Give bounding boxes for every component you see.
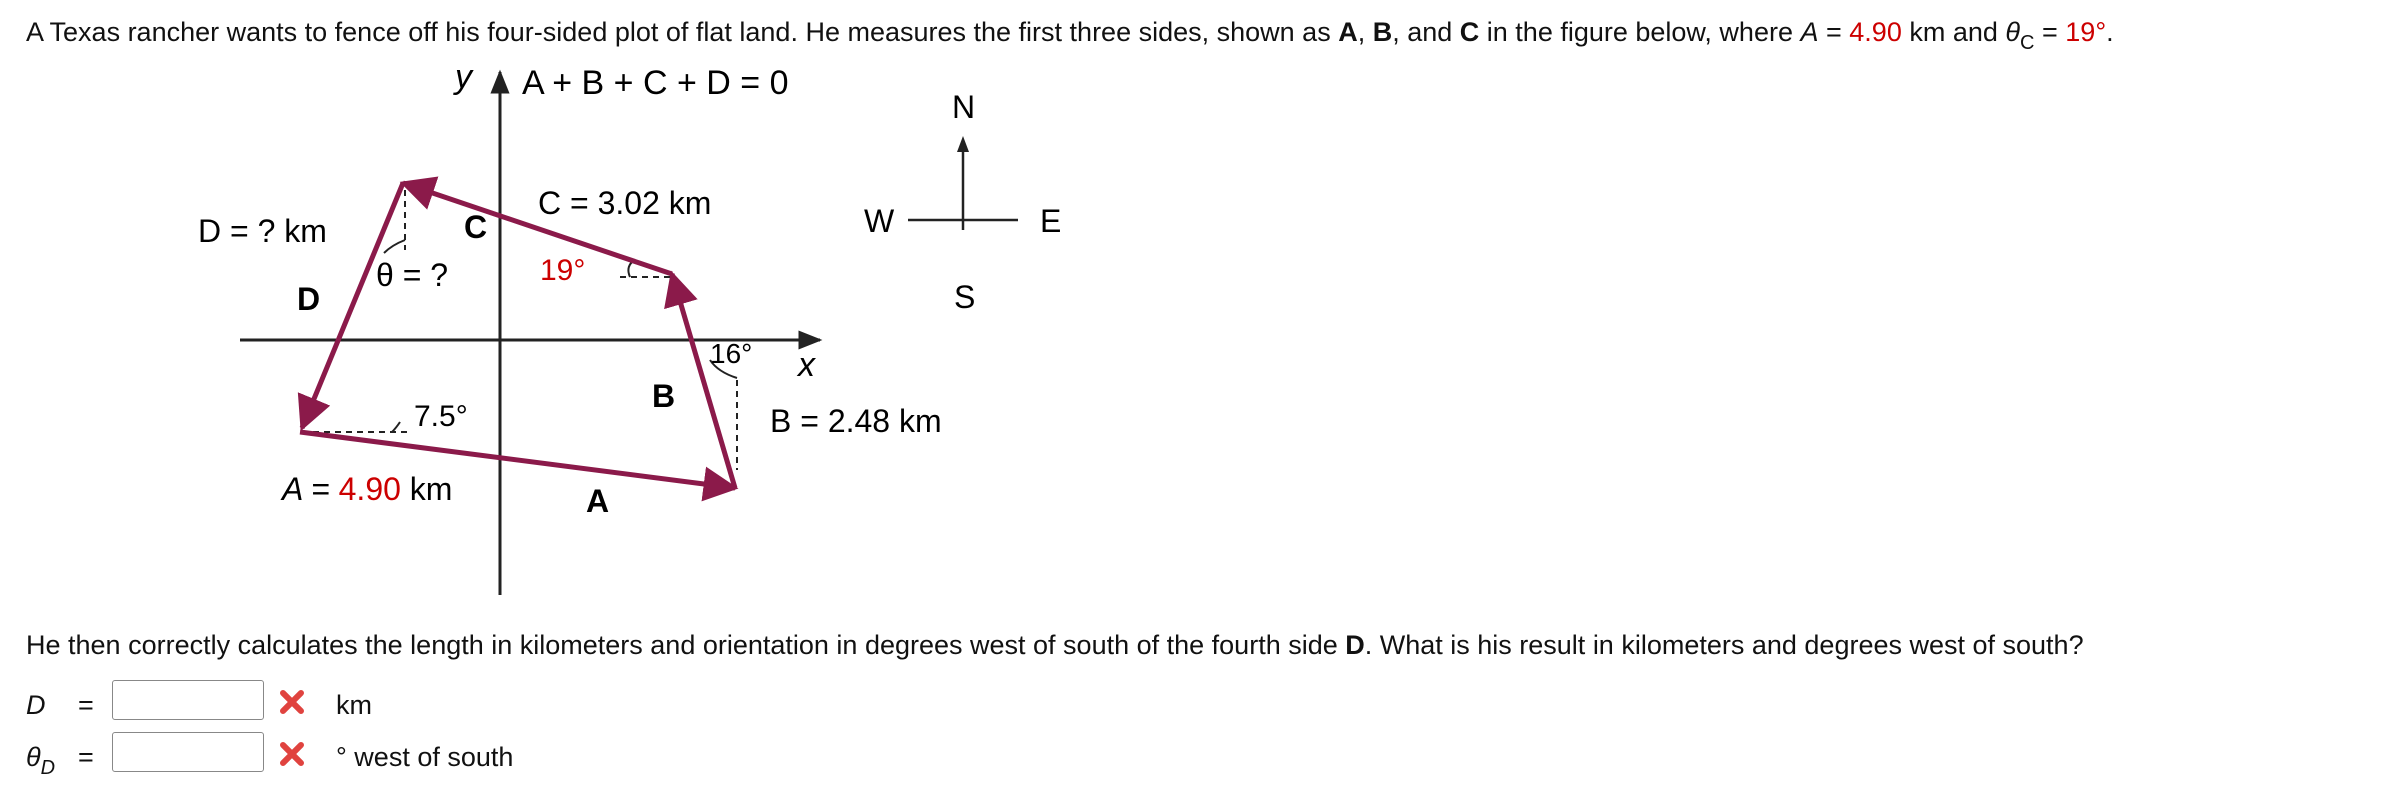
question-text: He then correctly calculates the length in kilometers and orientation in degrees west of south of the fourth side D. What is his result in kilometers and degrees west of south?: [26, 630, 2084, 660]
x-mark-icon: [276, 738, 308, 770]
answer-d-input[interactable]: [112, 680, 264, 720]
angle-19-label: 19°: [540, 254, 586, 287]
c-vector-label: C: [464, 209, 488, 245]
d-magnitude-label: D = ? km: [198, 213, 327, 249]
x-mark-icon: [276, 686, 308, 718]
answer-d-label: D: [26, 690, 46, 720]
problem-statement: A Texas rancher wants to fence off his four-sided plot of flat land. He measures the first three sides, shown as A, B, and C in the figure below, where A = 4.90 km and $\theta_C = 19^\circ$.: [26, 17, 2114, 54]
angle-16-label: 16°: [710, 338, 753, 369]
compass-s: S: [954, 279, 976, 315]
compass-n: N: [952, 89, 976, 125]
vector-b: [672, 274, 735, 488]
b-magnitude-label: B = 2.48 km: [770, 403, 942, 439]
answer-theta-d-equals: =: [78, 742, 94, 772]
theta-d-arc: [384, 240, 405, 253]
vector-figure: [0, 60, 1100, 605]
b-vector-label: B: [652, 378, 676, 414]
answer-theta-d-label: $\theta_D$: [26, 742, 56, 779]
north-arrow-icon: [957, 136, 969, 152]
answer-d-equals: =: [78, 690, 94, 720]
angle-75-label: 7.5°: [414, 400, 468, 433]
a-vector-label: A: [586, 483, 610, 519]
compass-rose: [864, 89, 1061, 315]
compass-w: W: [864, 203, 895, 239]
d-vector-label: D: [297, 281, 321, 317]
angle-75-arc: [392, 422, 400, 432]
angle-19-arc: [628, 262, 632, 277]
answer-theta-d-input[interactable]: [112, 732, 264, 772]
c-magnitude-label: C = 3.02 km: [538, 185, 712, 221]
compass-e: E: [1040, 203, 1062, 239]
theta-unknown-label: θ = ?: [376, 257, 449, 293]
vector-sum-equation: A + B + C + D = 0: [522, 64, 789, 102]
y-axis-label: y: [455, 60, 472, 96]
a-magnitude-label: A = 4.90 km: [282, 471, 453, 507]
answer-d-unit: km: [336, 690, 372, 720]
answer-theta-d-unit: ° west of south: [336, 742, 514, 772]
x-axis-label: x: [798, 346, 815, 384]
